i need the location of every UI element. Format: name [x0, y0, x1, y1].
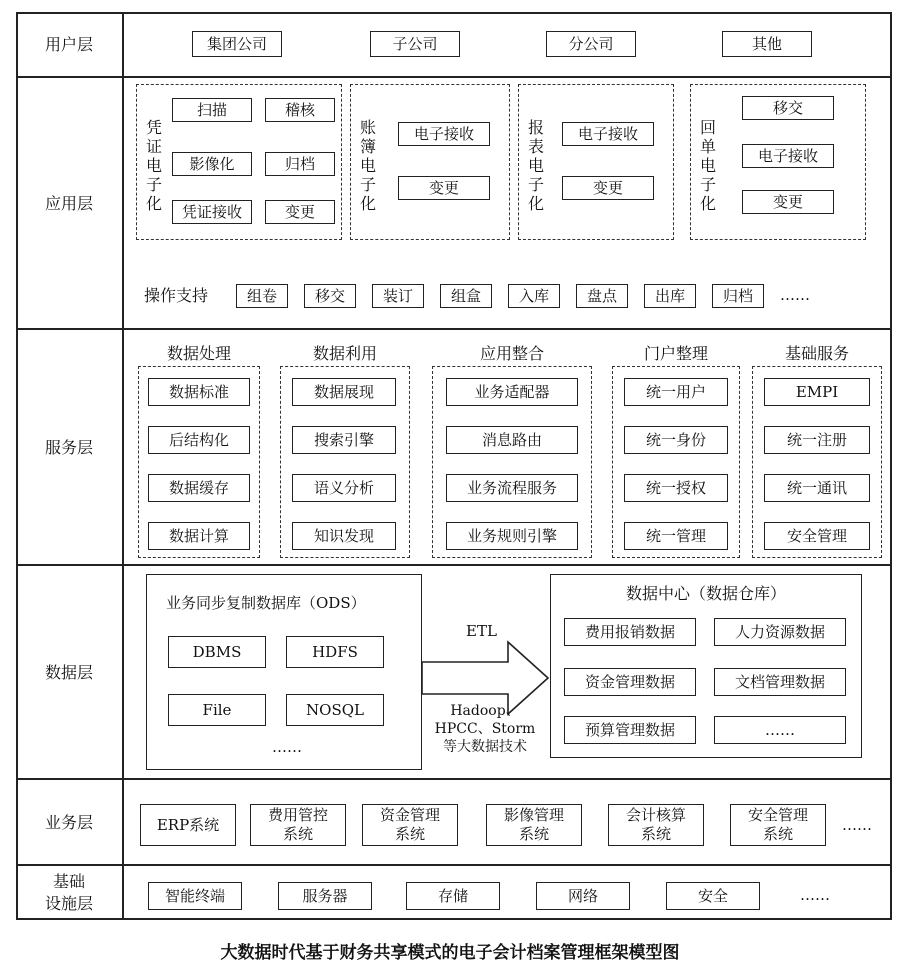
user-subsidiary: 子公司	[370, 31, 460, 57]
svc-data-standard: 数据标准	[148, 378, 250, 406]
biz-more: ……	[842, 816, 872, 834]
infra-more: ……	[800, 886, 830, 904]
ods-dbms: DBMS	[168, 636, 266, 668]
infra-security: 安全	[666, 882, 760, 910]
svc-unified-management: 统一管理	[624, 522, 728, 550]
ods-hdfs: HDFS	[286, 636, 384, 668]
svc-knowledge-discovery: 知识发现	[292, 522, 396, 550]
figure-caption: 大数据时代基于财务共享模式的电子会计档案管理框架模型图	[220, 943, 680, 963]
ledger-change: 变更	[398, 176, 490, 200]
svc-business-adapter: 业务适配器	[446, 378, 578, 406]
infra-terminal: 智能终端	[148, 882, 242, 910]
biz-security-management: 安全管理 系统	[730, 804, 826, 846]
svc-unified-authorization: 统一授权	[624, 474, 728, 502]
arrow-label-bigdata: Hadoop、 HPCC、Storm 等大数据技术	[434, 703, 536, 755]
infra-network: 网络	[536, 882, 630, 910]
user-other: 其他	[722, 31, 812, 57]
svc-semantic-analysis: 语义分析	[292, 474, 396, 502]
receipt-change: 变更	[742, 190, 834, 214]
svc-message-routing: 消息路由	[446, 426, 578, 454]
ledger-receive: 电子接收	[398, 122, 490, 146]
voucher-change: 变更	[265, 200, 335, 224]
ops-binding: 装订	[372, 284, 424, 308]
ods-file: File	[168, 694, 266, 726]
svc-empi: EMPI	[764, 378, 870, 406]
layer-label-user: 用户层	[44, 35, 93, 54]
svc-title-integration: 应用整合	[479, 344, 544, 363]
svc-title-basic: 基础服务	[784, 344, 849, 363]
svc-unified-user: 统一用户	[624, 378, 728, 406]
dc-more: ……	[714, 716, 846, 744]
ops-volume: 组卷	[236, 284, 288, 308]
biz-erp: ERP系统	[140, 804, 236, 846]
receipt-transfer: 移交	[742, 96, 834, 120]
ledger-title: 账簿电子化	[359, 118, 376, 213]
dc-fund-data: 资金管理数据	[564, 668, 696, 696]
biz-image-management: 影像管理 系统	[486, 804, 582, 846]
data-center-title: 数据中心（数据仓库）	[625, 584, 786, 603]
infra-storage: 存储	[406, 882, 500, 910]
ops-outbound: 出库	[644, 284, 696, 308]
dc-expense-data: 费用报销数据	[564, 618, 696, 646]
ods-more: ……	[272, 738, 302, 756]
ops-archive: 归档	[712, 284, 764, 308]
report-change: 变更	[562, 176, 654, 200]
svc-unified-communication: 统一通讯	[764, 474, 870, 502]
layer-label-data: 数据层	[44, 663, 93, 682]
svc-post-structuring: 后结构化	[148, 426, 250, 454]
layer-label-service: 服务层	[44, 438, 93, 457]
svc-unified-identity: 统一身份	[624, 426, 728, 454]
dc-budget-data: 预算管理数据	[564, 716, 696, 744]
svc-title-portal: 门户整理	[643, 344, 708, 363]
layer-label-infra: 基础 设施层	[44, 872, 93, 913]
svc-data-compute: 数据计算	[148, 522, 250, 550]
ops-warehousing: 入库	[508, 284, 560, 308]
voucher-archive: 归档	[265, 152, 335, 176]
svc-data-display: 数据展现	[292, 378, 396, 406]
ops-boxing: 组盒	[440, 284, 492, 308]
voucher-title: 凭证电子化	[145, 118, 162, 213]
svc-search-engine: 搜索引擎	[292, 426, 396, 454]
user-branch: 分公司	[546, 31, 636, 57]
svc-title-processing: 数据处理	[166, 344, 231, 363]
arrow-label-etl: ETL	[466, 622, 497, 640]
dc-document-data: 文档管理数据	[714, 668, 846, 696]
biz-expense-control: 费用管控 系统	[250, 804, 346, 846]
infra-server: 服务器	[278, 882, 372, 910]
svc-unified-registration: 统一注册	[764, 426, 870, 454]
biz-fund-management: 资金管理 系统	[362, 804, 458, 846]
layer-label-business: 业务层	[44, 813, 93, 832]
layer-label-app: 应用层	[44, 194, 93, 213]
report-receive: 电子接收	[562, 122, 654, 146]
svc-data-cache: 数据缓存	[148, 474, 250, 502]
ops-more: ……	[780, 286, 810, 304]
voucher-imaging: 影像化	[172, 152, 252, 176]
ops-transfer: 移交	[304, 284, 356, 308]
ops-inventory: 盘点	[576, 284, 628, 308]
report-title: 报表电子化	[527, 118, 544, 213]
biz-accounting: 会计核算 系统	[608, 804, 704, 846]
ops-support-label: 操作支持	[144, 286, 209, 305]
ods-title: 业务同步复制数据库（ODS）	[166, 594, 366, 612]
svc-title-utilization: 数据利用	[312, 344, 377, 363]
voucher-scan: 扫描	[172, 98, 252, 122]
voucher-receive: 凭证接收	[172, 200, 252, 224]
dc-hr-data: 人力资源数据	[714, 618, 846, 646]
svc-rules-engine: 业务规则引擎	[446, 522, 578, 550]
voucher-audit: 稽核	[265, 98, 335, 122]
receipt-title: 回单电子化	[699, 118, 716, 213]
svc-security-management: 安全管理	[764, 522, 870, 550]
receipt-receive: 电子接收	[742, 144, 834, 168]
label-divider	[122, 12, 124, 920]
svc-workflow-service: 业务流程服务	[446, 474, 578, 502]
user-group-company: 集团公司	[192, 31, 282, 57]
ods-nosql: NOSQL	[286, 694, 384, 726]
